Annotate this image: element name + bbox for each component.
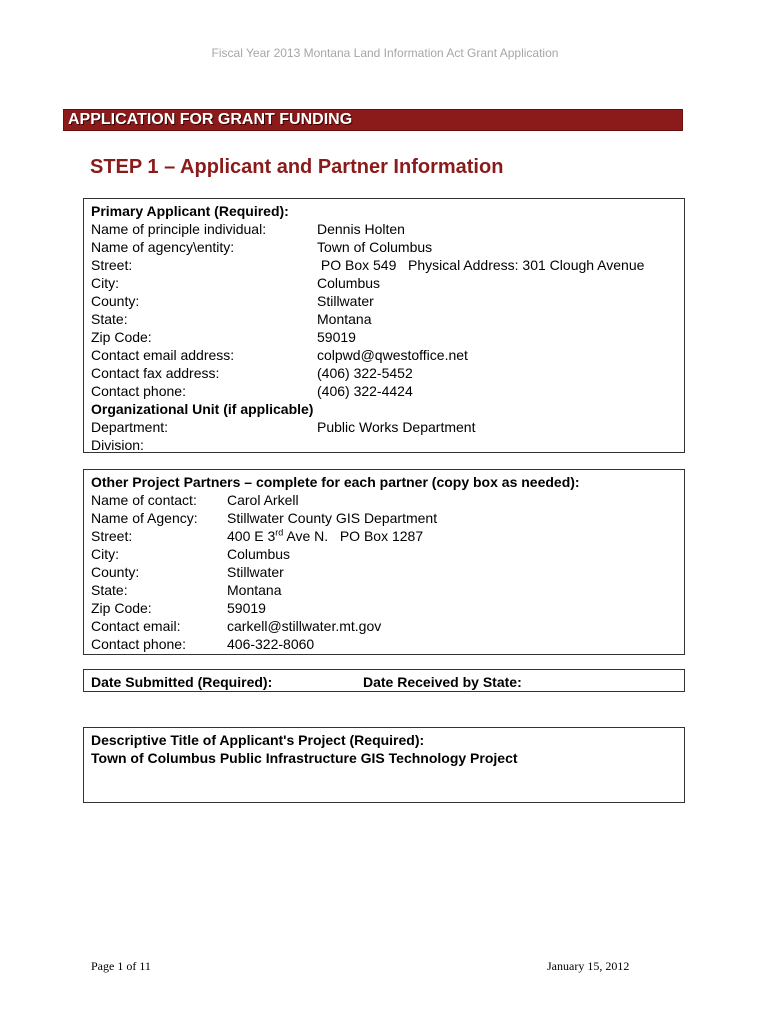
dates-box (83, 669, 685, 692)
running-header: Fiscal Year 2013 Montana Land Information Act Grant Application (211, 46, 559, 60)
field-row: Contact phone: (406) 322-4424 (91, 383, 413, 399)
field-row: Contact phone: 406-322-8060 (91, 636, 315, 652)
field-row: Name of contact: Carol Arkell (91, 492, 299, 508)
field-value[interactable]: Stillwater (317, 293, 374, 309)
field-row: Contact email: carkell@stillwater.mt.gov (91, 618, 382, 634)
field-row: State: Montana (91, 582, 282, 598)
field-value[interactable]: (406) 322-4424 (317, 383, 413, 399)
field-value[interactable]: Montana (317, 311, 372, 327)
section-banner (63, 109, 683, 131)
step-title: STEP 1 – Applicant and Partner Information (90, 156, 504, 178)
field-row: Name of principle individual: Dennis Holten (91, 221, 405, 237)
field-value[interactable]: carkell@stillwater.mt.gov (227, 618, 382, 634)
field-row: County: Stillwater (91, 564, 284, 580)
project-partners-box (83, 469, 685, 655)
banner-title: APPLICATION FOR GRANT FUNDING (68, 111, 353, 128)
field-row: Name of Agency: Stillwater County GIS Department (91, 510, 438, 526)
field-row: Contact email address: colpwd@qwestoffice.net (91, 347, 468, 363)
date-received-label: Date Received by State: (363, 674, 522, 690)
field-row: Street: PO Box 549 Physical Address: 301 Clough Avenue (91, 257, 645, 273)
field-row: Name of agency\entity: Town of Columbus (91, 239, 433, 255)
date-submitted-label: Date Submitted (Required): (91, 674, 273, 690)
field-value[interactable]: 406-322-8060 (227, 636, 315, 652)
field-value[interactable]: Public Works Department (317, 419, 476, 435)
project-title-box (83, 727, 685, 803)
field-row: State: Montana (91, 311, 372, 327)
field-value[interactable]: 59019 (227, 600, 266, 616)
partners-heading: Other Project Partners – complete for each partner (copy box as needed): (91, 474, 580, 490)
field-value[interactable]: Montana (227, 582, 282, 598)
field-value[interactable]: Town of Columbus (317, 239, 433, 255)
footer-date: January 15, 2012 (547, 959, 630, 973)
field-row: City: Columbus (91, 275, 381, 291)
field-row: Division: (91, 437, 144, 453)
field-row: Department: Public Works Department (91, 419, 476, 435)
field-value[interactable]: Stillwater County GIS Department (227, 510, 438, 526)
field-value[interactable]: 59019 (317, 329, 356, 345)
field-value[interactable]: Stillwater (227, 564, 284, 580)
field-row: City: Columbus (91, 546, 291, 562)
field-value[interactable]: Columbus (317, 275, 381, 291)
field-row: Contact fax address: (406) 322-5452 (91, 365, 413, 381)
field-value[interactable]: 400 E 3rd Ave N. PO Box 1287 (227, 527, 424, 544)
field-row: Zip Code: 59019 (91, 329, 356, 345)
field-row: County: Stillwater (91, 293, 374, 309)
primary-heading: Primary Applicant (Required): (91, 203, 289, 219)
org-unit-heading: Organizational Unit (if applicable) (91, 401, 314, 417)
field-value[interactable]: colpwd@qwestoffice.net (317, 347, 468, 363)
field-value[interactable]: Columbus (227, 546, 291, 562)
field-value[interactable]: Dennis Holten (317, 221, 405, 237)
field-value[interactable]: (406) 322-5452 (317, 365, 413, 381)
field-row: Zip Code: 59019 (91, 600, 266, 616)
field-value[interactable]: PO Box 549 Physical Address: 301 Clough Avenue (317, 257, 645, 273)
project-title-value[interactable]: Town of Columbus Public Infrastructure GIS Technology Project (91, 750, 518, 766)
field-row: Street: 400 E 3rd Ave N. PO Box 1287 (91, 527, 424, 544)
field-value[interactable]: Carol Arkell (227, 492, 299, 508)
primary-applicant-box (83, 198, 685, 453)
page-number: Page 1 of 11 (91, 959, 151, 973)
project-title-heading: Descriptive Title of Applicant's Project (Required): (91, 732, 425, 748)
